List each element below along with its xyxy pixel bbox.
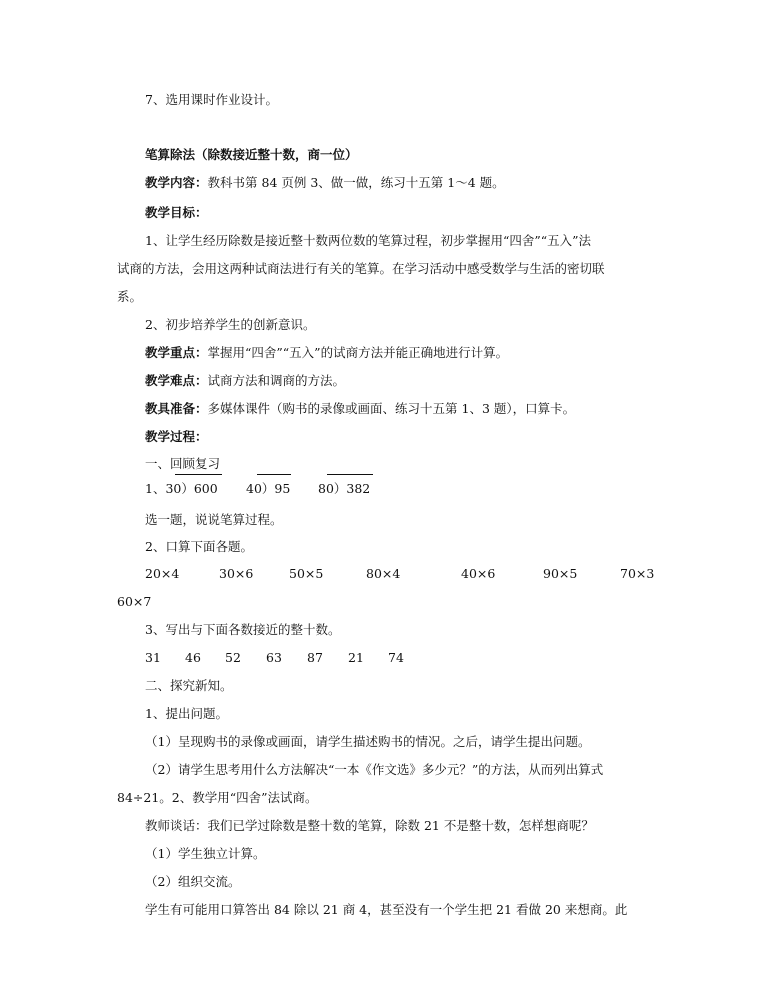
- teaching-tools-text: 多媒体课件（购书的录像或画面、练习十五第 1、3 题），口算卡。: [207, 401, 576, 416]
- difficulties-text: 试商方法和调商的方法。: [207, 373, 346, 388]
- division-problem-3: 80）382: [318, 481, 371, 496]
- near-number: 74: [388, 650, 404, 665]
- student-response: 学生有可能用口算答出 84 除以 21 商 4，甚至没有一个学生把 21 看做 20 来想商。此: [145, 902, 628, 917]
- teaching-content-text: 教科书第 84 页例 3、做一做，练习十五第 1～4 题。: [207, 175, 505, 190]
- item-7: 7、选用课时作业设计。: [145, 92, 278, 107]
- division-bar-2: [257, 474, 291, 475]
- oral-item: 30×6: [219, 566, 254, 581]
- teaching-process-heading: 教学过程：: [145, 429, 208, 444]
- choose-one-instruction: 选一题，说说笔算过程。: [145, 512, 283, 527]
- oral-item: 80×4: [366, 566, 401, 581]
- explore-heading: 二、探究新知。: [145, 678, 233, 693]
- teacher-talk: 教师谈话：我们已学过除数是整十数的笔算，除数 21 不是整十数，怎样想商呢？: [145, 818, 594, 833]
- near-number: 46: [185, 650, 201, 665]
- step-discussion: （2）组织交流。: [145, 874, 241, 889]
- goal-1-line-2: 试商的方法，会用这两种试商法进行有关的笔算。在学习活动中感受数学与生活的密切联: [117, 261, 605, 276]
- near-tens-heading: 3、写出与下面各数接近的整十数。: [145, 622, 341, 637]
- teaching-goals-heading: 教学目标：: [145, 205, 208, 220]
- division-problem-2: 40）95: [246, 481, 291, 496]
- oral-item: 90×5: [543, 566, 578, 581]
- oral-item: 70×3: [620, 566, 655, 581]
- oral-item-wrapped: 60×7: [117, 594, 152, 609]
- key-points-text: 掌握用“四舍”“五入”的试商方法并能正确地进行计算。: [207, 345, 509, 360]
- near-number: 63: [266, 650, 282, 665]
- teaching-tools: [145, 401, 575, 417]
- review-heading: 一、回顾复习: [145, 456, 221, 471]
- goal-1-line-3: 系。: [117, 289, 143, 304]
- oral-item: 50×5: [289, 566, 324, 581]
- goal-1-line-1: 1、让学生经历除数是接近整十数两位数的笔算过程，初步掌握用“四舍”“五入”法: [145, 233, 592, 248]
- oral-item: 20×4: [145, 566, 180, 581]
- teaching-tools-label: 教具准备：: [145, 401, 208, 416]
- step-independent: （1）学生独立计算。: [145, 846, 266, 861]
- difficulties-label: 教学难点：: [145, 373, 208, 388]
- division-problem-1: 1、30）600: [145, 481, 218, 496]
- oral-item: 40×6: [461, 566, 496, 581]
- near-number: 52: [225, 650, 241, 665]
- division-bar-1: [175, 474, 222, 475]
- step-present-video: （1）呈现购书的录像或画面，请学生描述购书的情况。之后，请学生提出问题。: [145, 734, 591, 749]
- teaching-content: [145, 175, 505, 191]
- section-title: 笔算除法（除数接近整十数，商一位）: [145, 147, 358, 162]
- near-number: 21: [348, 650, 364, 665]
- oral-calc-heading: 2、口算下面各题。: [145, 539, 253, 554]
- difficulties: [145, 373, 345, 389]
- step-think-method-1: （2）请学生思考用什么方法解决“一本《作文选》多少元？”的方法，从而列出算式: [145, 762, 604, 777]
- key-points: [145, 345, 508, 361]
- step-think-method-2: 84÷21。2、教学用“四舍”法试商。: [117, 790, 318, 805]
- division-bar-3: [327, 474, 373, 475]
- raise-question: 1、提出问题。: [145, 706, 228, 721]
- goal-2: 2、初步培养学生的创新意识。: [145, 317, 316, 332]
- near-number: 87: [307, 650, 323, 665]
- near-number: 31: [145, 650, 161, 665]
- teaching-content-label: 教学内容：: [145, 175, 208, 190]
- key-points-label: 教学重点：: [145, 345, 208, 360]
